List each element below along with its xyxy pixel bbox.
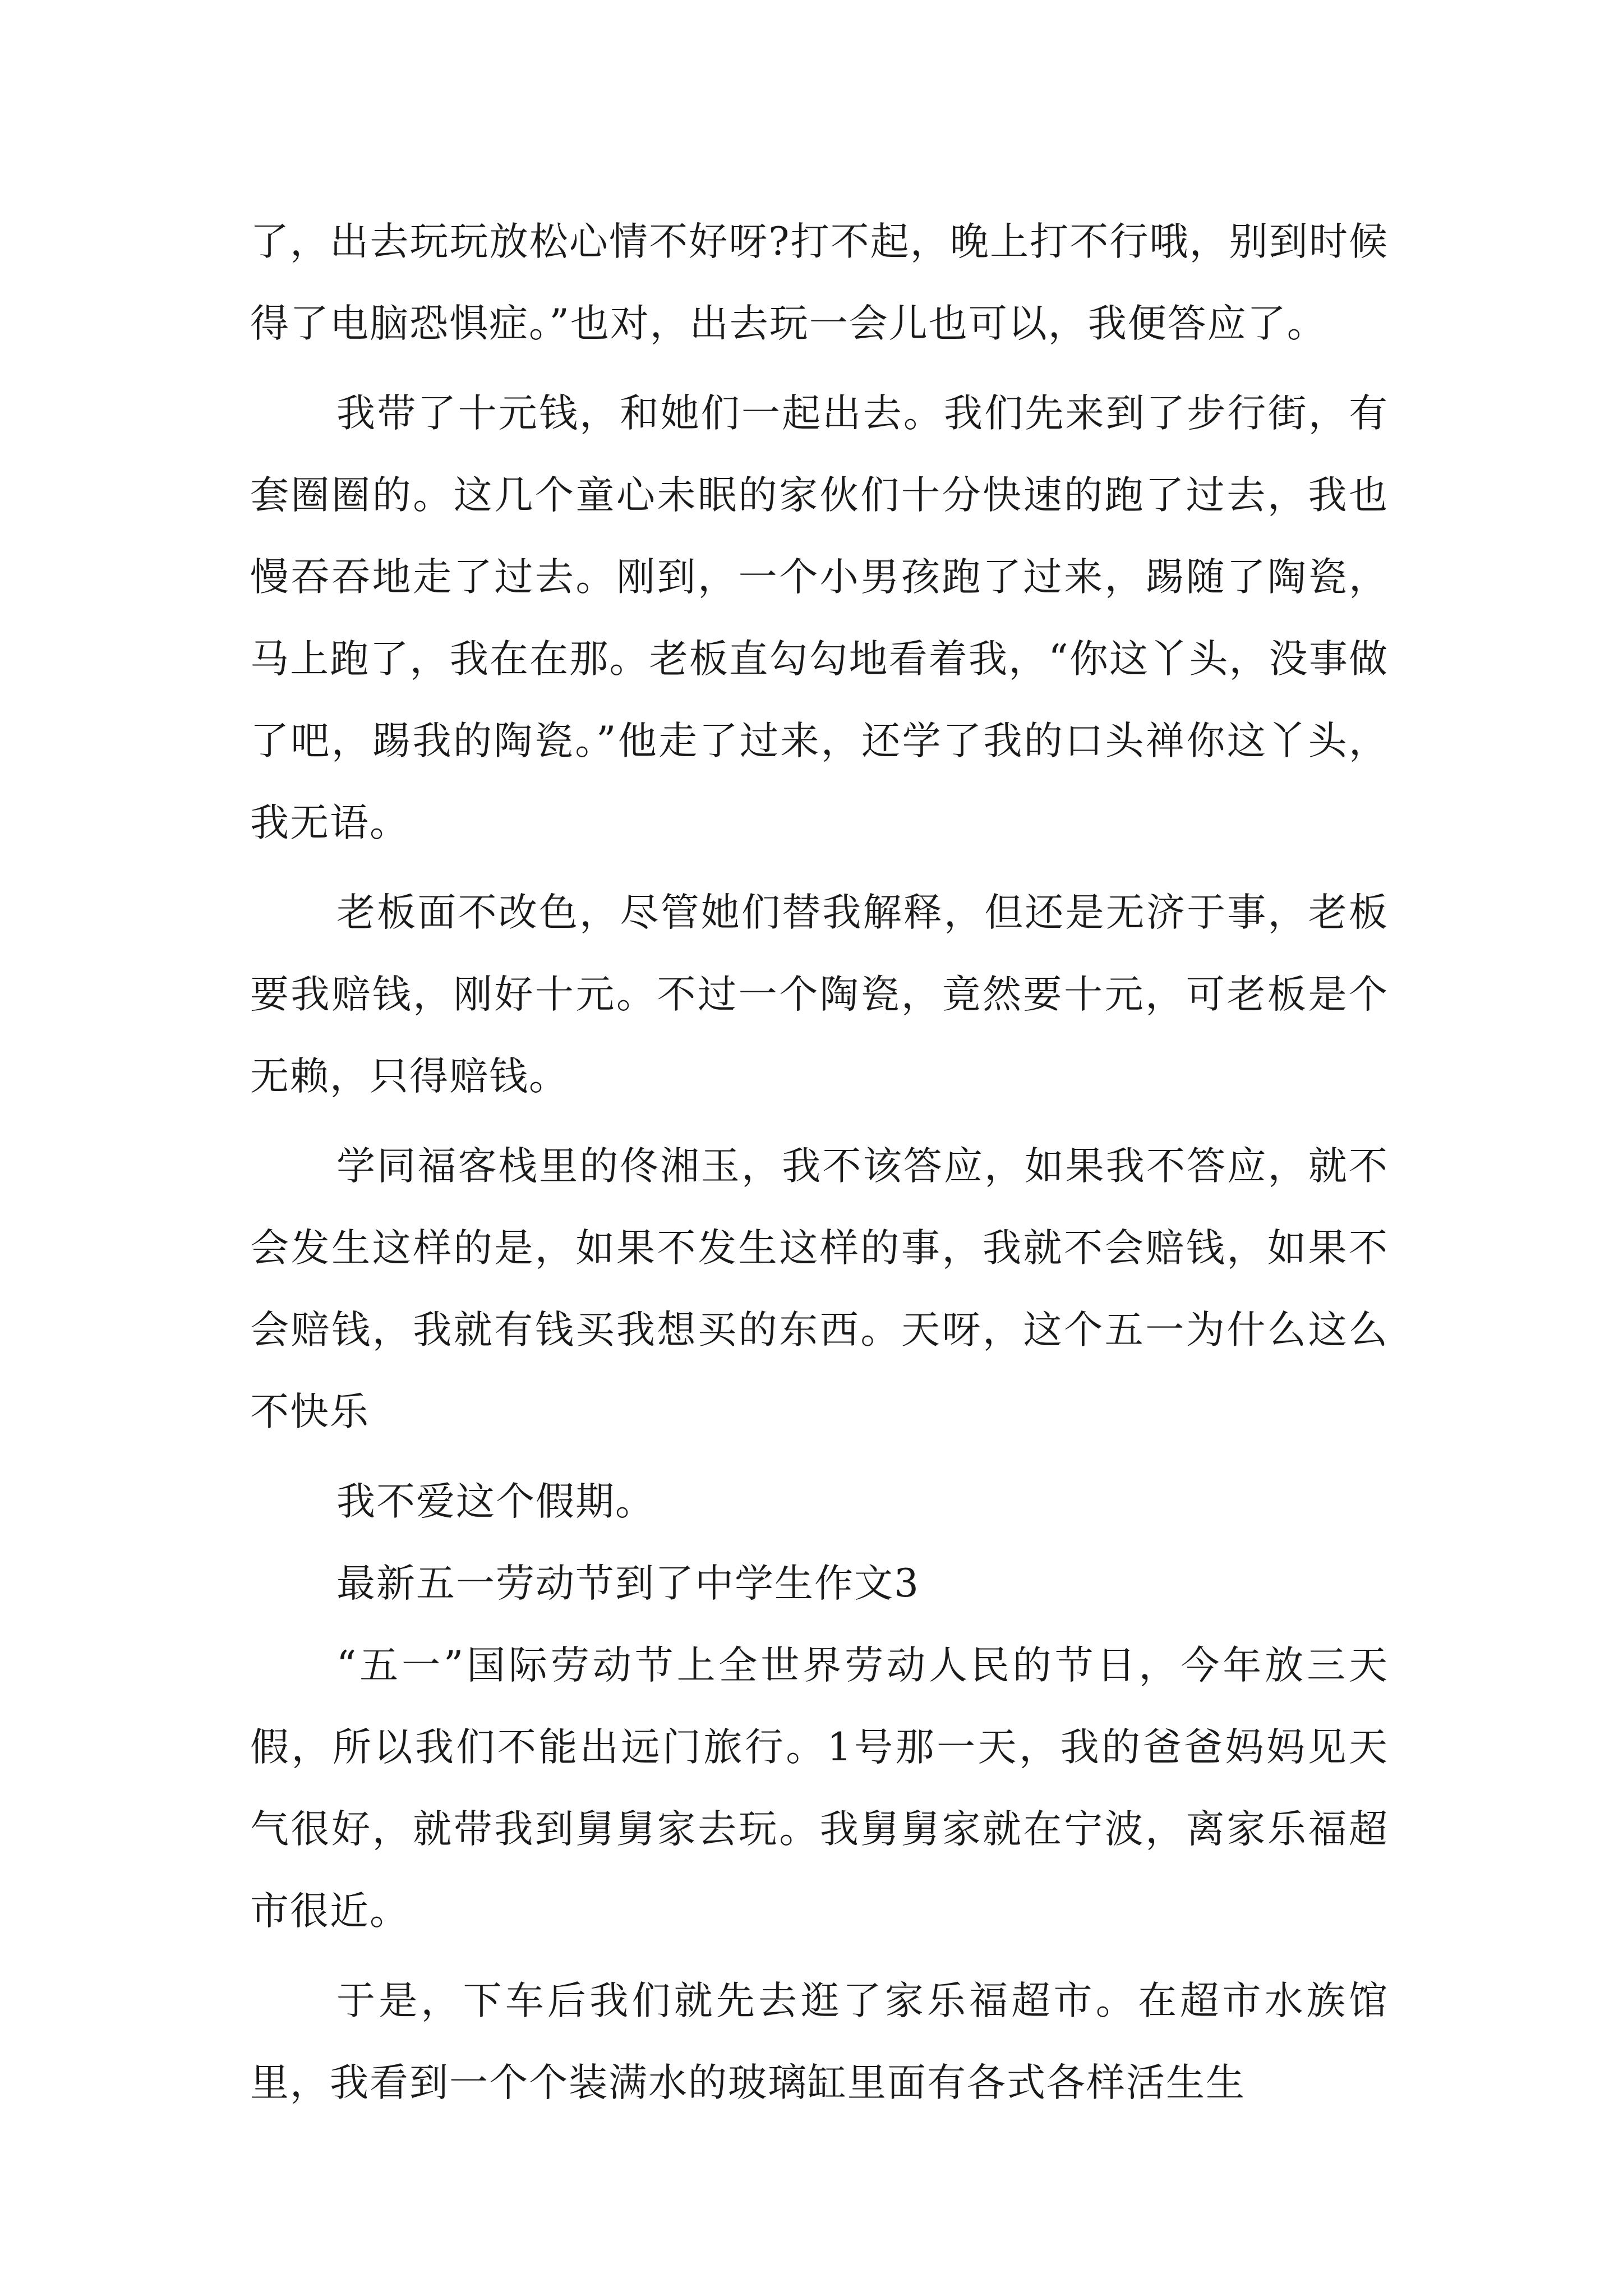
paragraph-ten-yuan: 我带了十元钱，和她们一起出去。我们先来到了步行街，有套圈圈的。这几个童心未眠的家伙们十分快速的跑了过去，我也慢吞吞地走了过去。刚到，一个小男孩跑了过来，踢随了陶瓷，马上跑了，我在在那。老板直勾勾地看着我，“你这丫头，没事做了吧，踢我的陶瓷。”他走了过来，还学了我的口头禅你这丫头，我无语。 <box>250 391 1389 845</box>
section-heading: 最新五一劳动节到了中学生作文3 <box>336 1561 920 1606</box>
paragraph-boss: 老板面不改色，尽管她们替我解释，但还是无济于事，老板要我赔钱，刚好十元。不过一个陶瓷，竟然要十元，可老板是个无赖，只得赔钱。 <box>250 890 1389 1099</box>
paragraph-conclusion: 我不爱这个假期。 <box>336 1479 655 1524</box>
paragraph-continuation: 了，出去玩玩放松心情不好呀?打不起，晚上打不行哦，别到时候得了电脑恐惧症。”也对，出去玩一会儿也可以，我便答应了。 <box>250 219 1389 346</box>
document-page <box>250 201 1389 2124</box>
paragraph-regret: 学同福客栈里的佟湘玉，我不该答应，如果我不答应，就不会发生这样的是，如果不发生这样的事，我就不会赔钱，如果不会赔钱，我就有钱买我想买的东西。天呀，这个五一为什么这么不快乐 <box>250 1144 1389 1434</box>
paragraph-supermarket: 于是，下车后我们就先去逛了家乐福超市。在超市水族馆里，我看到一个个装满水的玻璃缸里面有各式各样活生生 <box>250 1978 1389 2105</box>
paragraph-may-day: “五一”国际劳动节上全世界劳动人民的节日，今年放三天假，所以我们不能出远门旅行。1号那一天，我的爸爸妈妈见天气很好，就带我到舅舅家去玩。我舅舅家就在宁波，离家乐福超市很近。 <box>250 1643 1389 1934</box>
